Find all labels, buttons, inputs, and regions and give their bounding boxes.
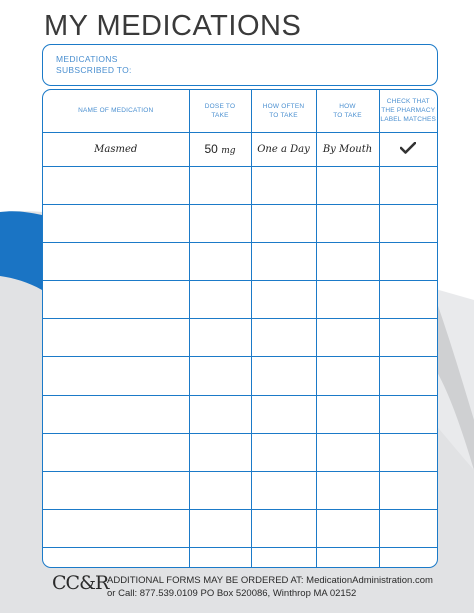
cell-medication-name[interactable] (43, 319, 189, 357)
cell-check[interactable] (379, 548, 437, 567)
cell-check[interactable] (379, 204, 437, 242)
cell-check[interactable] (379, 395, 437, 433)
header-check: CHECK THAT THE PHARMACY LABEL MATCHES (379, 90, 437, 132)
table-row (43, 319, 437, 357)
cell-medication-name[interactable]: Masmed (43, 132, 189, 166)
header-name: NAME OF MEDICATION (43, 90, 189, 132)
cell-check[interactable] (379, 433, 437, 471)
cell-dose[interactable] (189, 510, 251, 548)
cell-check[interactable] (379, 132, 437, 166)
checkmark-icon (400, 142, 416, 154)
cell-how-often[interactable]: One a Day (251, 132, 316, 166)
cell-check[interactable] (379, 242, 437, 280)
table-row (43, 132, 437, 166)
cell-how[interactable] (316, 204, 379, 242)
cell-how-often[interactable] (251, 548, 316, 567)
cell-dose[interactable] (189, 433, 251, 471)
subscribed-label-line1: MEDICATIONS (56, 54, 118, 64)
table-row (43, 433, 437, 471)
medication-table-grid (43, 90, 437, 567)
cell-dose[interactable] (189, 281, 251, 319)
cell-how[interactable] (316, 395, 379, 433)
medication-table (42, 89, 438, 568)
table-row (43, 472, 437, 510)
cell-dose[interactable] (189, 242, 251, 280)
cell-check[interactable] (379, 357, 437, 395)
cell-medication-name[interactable] (43, 242, 189, 280)
cell-how-often[interactable] (251, 472, 316, 510)
header-how: HOW TO TAKE (316, 90, 379, 132)
company-logo: CC&R (52, 572, 109, 594)
cell-medication-name[interactable] (43, 548, 189, 567)
cell-how[interactable] (316, 281, 379, 319)
table-row (43, 510, 437, 548)
header-how-often: HOW OFTEN TO TAKE (251, 90, 316, 132)
cell-how[interactable] (316, 472, 379, 510)
cell-how[interactable] (316, 242, 379, 280)
medications-subscribed-box[interactable] (42, 44, 438, 86)
cell-medication-name[interactable] (43, 204, 189, 242)
cell-check[interactable] (379, 281, 437, 319)
cell-how-often[interactable] (251, 357, 316, 395)
table-row (43, 204, 437, 242)
subscribed-label-line2: SUBSCRIBED TO: (56, 65, 132, 75)
cell-check[interactable] (379, 166, 437, 204)
cell-dose[interactable] (189, 548, 251, 567)
cell-how-often[interactable] (251, 395, 316, 433)
cell-how-often[interactable] (251, 242, 316, 280)
cell-how[interactable] (316, 433, 379, 471)
cell-medication-name[interactable] (43, 433, 189, 471)
cell-medication-name[interactable] (43, 166, 189, 204)
cell-how[interactable] (316, 510, 379, 548)
table-row (43, 166, 437, 204)
cell-dose[interactable] (189, 166, 251, 204)
cell-how-often[interactable] (251, 319, 316, 357)
cell-how[interactable] (316, 319, 379, 357)
page-title: MY MEDICATIONS (44, 10, 302, 42)
cell-check[interactable] (379, 472, 437, 510)
cell-dose[interactable] (189, 472, 251, 510)
cell-dose[interactable] (189, 357, 251, 395)
cell-check[interactable] (379, 319, 437, 357)
cell-how[interactable] (316, 166, 379, 204)
cell-check[interactable] (379, 510, 437, 548)
cell-how-often[interactable] (251, 510, 316, 548)
cell-medication-name[interactable] (43, 357, 189, 395)
header-dose: DOSE TO TAKE (189, 90, 251, 132)
cell-dose[interactable] (189, 395, 251, 433)
header-row (43, 90, 437, 132)
cell-medication-name[interactable] (43, 472, 189, 510)
table-row (43, 242, 437, 280)
table-row (43, 548, 437, 567)
cell-how-often[interactable] (251, 433, 316, 471)
cell-medication-name[interactable] (43, 510, 189, 548)
cell-how-often[interactable] (251, 166, 316, 204)
table-row (43, 281, 437, 319)
footer-order-line: ADDITIONAL FORMS MAY BE ORDERED AT: MedicationAdministration.com (107, 575, 433, 586)
table-row (43, 395, 437, 433)
cell-how-often[interactable] (251, 281, 316, 319)
cell-dose[interactable]: 50 mg (189, 132, 251, 166)
cell-how[interactable] (316, 548, 379, 567)
cell-dose[interactable] (189, 319, 251, 357)
cell-how[interactable]: By Mouth (316, 132, 379, 166)
cell-how-often[interactable] (251, 204, 316, 242)
table-row (43, 357, 437, 395)
cell-dose[interactable] (189, 204, 251, 242)
cell-medication-name[interactable] (43, 395, 189, 433)
footer-contact-line: or Call: 877.539.0109 PO Box 520086, Winthrop MA 02152 (107, 588, 357, 599)
cell-how[interactable] (316, 357, 379, 395)
cell-medication-name[interactable] (43, 281, 189, 319)
